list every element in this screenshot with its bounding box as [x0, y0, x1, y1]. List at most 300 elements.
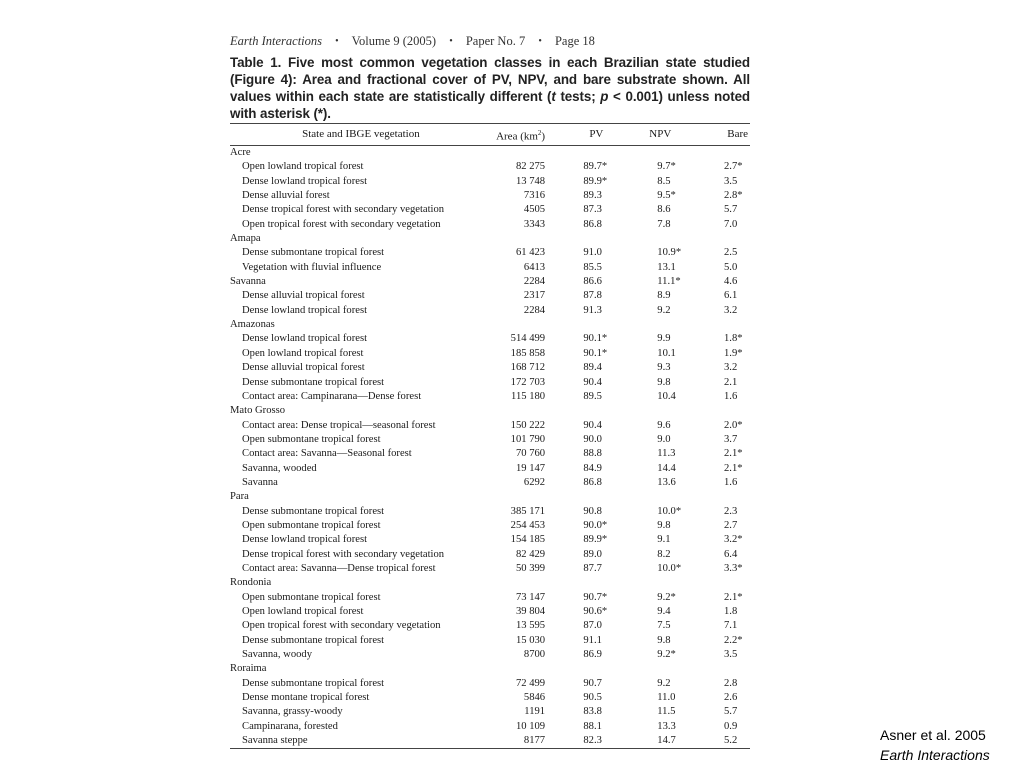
cell-npv-value: 9.8	[657, 519, 671, 531]
cell-bare	[687, 691, 750, 705]
cell-bare-value: 7.0	[724, 218, 738, 230]
cell-area-empty	[492, 318, 545, 332]
cell-npv	[617, 562, 687, 576]
cell-pv	[545, 533, 617, 547]
cell-pv-value: 90.5	[583, 692, 602, 704]
column-header-npv: NPV	[617, 124, 687, 146]
cell-bare-empty	[687, 318, 750, 332]
cell-vegetation: Dense submontane tropical forest	[242, 376, 385, 388]
caption-text-3: < 0.001) unless noted with asterisk (*).	[230, 89, 750, 121]
cell-pv-value: 90.8	[583, 505, 602, 517]
cell-vegetation: Open lowland tropical forest	[242, 606, 364, 617]
cell-area: 61 423	[515, 247, 546, 259]
cell-npv-value: 13.3	[657, 720, 676, 732]
cell-area: 39 804	[515, 606, 546, 617]
cell-bare-value: 6.1	[724, 290, 738, 302]
cell-bare-value: 3.2	[724, 304, 738, 316]
cell-area: 8177	[492, 734, 545, 749]
table-row	[230, 433, 750, 447]
cell-npv	[617, 505, 687, 519]
caption-t: t	[551, 89, 556, 104]
cell-npv-value: 9.4	[657, 606, 671, 617]
cell-npv	[617, 533, 687, 547]
cell-npv-empty	[617, 146, 687, 161]
cell-area: 168 712	[510, 362, 546, 374]
cell-pv	[545, 419, 617, 433]
cell-vegetation: Savanna	[242, 476, 278, 488]
cell-pv-value: 90.7*	[583, 591, 608, 603]
cell-npv	[617, 519, 687, 533]
cell-bare-value: 5.7	[724, 204, 738, 216]
cell-vegetation: Open tropical forest with secondary vegetation	[242, 218, 441, 230]
cell-bare	[687, 476, 750, 490]
table-row	[230, 261, 750, 275]
cell-vegetation: Dense submontane tropical forest	[242, 677, 385, 689]
cell-bare-empty	[687, 490, 750, 504]
cell-npv-empty	[617, 404, 687, 418]
cell-pv-value: 89.0	[583, 548, 602, 560]
cell-bare-value: 1.6	[724, 476, 738, 488]
caption-text-1: Table 1. Five most common vegetation classes in each Brazilian state studied (Figure 4): Area and fractional cover of PV, NPV, and bare substrate shown. All values within each state are statistically different (	[230, 55, 750, 104]
cell-area: 10 109	[515, 720, 546, 732]
cell-npv-empty	[617, 662, 687, 676]
cell-npv-value: 13.6	[657, 476, 676, 488]
cell-npv-value: 11.5	[657, 706, 676, 718]
cell-pv-value: 91.0	[583, 247, 602, 259]
cell-pv	[545, 462, 617, 476]
cell-pv-empty	[545, 662, 617, 676]
cell-area: 70 760	[515, 448, 546, 460]
cell-npv-value: 7.8	[657, 218, 671, 230]
cell-npv-value: 10.1	[657, 347, 676, 359]
cell-pv	[545, 261, 617, 275]
cell-pv	[545, 246, 617, 260]
cell-vegetation: Para	[230, 491, 249, 503]
table-row	[230, 562, 750, 576]
cell-pv	[545, 390, 617, 404]
cell-pv-value: 90.1*	[583, 333, 608, 345]
cell-pv-value: 88.8	[583, 448, 602, 460]
table-row	[230, 361, 750, 375]
cell-vegetation: Dense submontane tropical forest	[242, 505, 385, 517]
cell-pv-value: 87.8	[583, 290, 602, 302]
cell-bare-value: 2.8*	[724, 190, 743, 202]
cell-npv-value: 8.5	[657, 175, 671, 187]
cell-area: 72 499	[515, 677, 546, 689]
cell-pv-value: 89.9*	[583, 534, 608, 546]
cell-pv	[545, 562, 617, 576]
cell-vegetation: Amazonas	[230, 319, 275, 331]
table-row	[230, 447, 750, 461]
cell-pv	[545, 218, 617, 232]
cell-area: 172 703	[510, 376, 546, 388]
cell-vegetation: Dense lowland tropical forest	[242, 304, 368, 316]
cell-vegetation: Contact area: Campinarana—Dense forest	[242, 390, 422, 402]
cell-bare-value: 3.5	[724, 175, 738, 187]
table-row	[230, 634, 750, 648]
cell-bare	[687, 619, 750, 633]
cell-bare-value: 1.6	[724, 390, 738, 402]
cell-npv-value: 14.4	[657, 462, 676, 474]
cell-area: 19 147	[515, 462, 546, 474]
cell-pv	[545, 619, 617, 633]
cell-area: 254 453	[510, 519, 546, 531]
cell-npv-value: 9.6	[657, 419, 671, 431]
cell-pv	[545, 361, 617, 375]
cell-pv-empty	[545, 404, 617, 418]
cell-pv-value: 90.4	[583, 376, 602, 388]
cell-pv	[545, 548, 617, 562]
citation	[880, 725, 990, 765]
cell-npv	[617, 361, 687, 375]
cell-vegetation: Roraima	[230, 663, 267, 675]
caption-p: p	[600, 89, 609, 104]
cell-npv-value: 8.9	[657, 290, 671, 302]
table-row	[230, 390, 750, 404]
cell-bare-value: 2.6	[724, 692, 738, 704]
cell-area: 385 171	[510, 505, 546, 517]
cell-vegetation: Dense submontane tropical forest	[242, 634, 385, 646]
cell-pv-value: 86.8	[583, 218, 602, 230]
cell-bare	[687, 160, 750, 174]
cell-pv	[545, 591, 617, 605]
cell-vegetation: Open submontane tropical forest	[242, 433, 381, 445]
cell-pv-value: 89.4	[583, 362, 602, 374]
cell-bare	[687, 175, 750, 189]
header-separator: •	[538, 36, 542, 47]
cell-npv	[617, 691, 687, 705]
cell-vegetation: Savanna steppe	[230, 734, 492, 749]
cell-pv	[545, 705, 617, 719]
cell-area: 73 147	[515, 591, 546, 603]
cell-pv	[545, 189, 617, 203]
cell-vegetation: Vegetation with fluvial influence	[242, 261, 382, 273]
cell-pv	[545, 347, 617, 361]
cell-npv	[617, 332, 687, 346]
cell-bare-empty	[687, 662, 750, 676]
cell-bare	[687, 361, 750, 375]
column-header-area	[492, 124, 545, 146]
cell-bare-value: 3.2*	[724, 534, 743, 546]
cell-area: 50 399	[515, 562, 546, 574]
cell-bare	[687, 275, 750, 289]
table-row	[230, 160, 750, 174]
cell-vegetation: Dense lowland tropical forest	[242, 534, 368, 546]
cell-pv	[545, 476, 617, 490]
cell-npv	[617, 347, 687, 361]
cell-pv	[545, 734, 617, 749]
cell-vegetation: Dense lowland tropical forest	[242, 333, 368, 345]
cell-npv-value: 9.8	[657, 634, 671, 646]
cell-pv-value: 86.8	[583, 476, 602, 488]
cell-pv	[545, 376, 617, 390]
cell-area-empty	[492, 404, 545, 418]
cell-npv-empty	[617, 318, 687, 332]
cell-npv-value: 9.8	[657, 376, 671, 388]
cell-bare-value: 3.5	[724, 649, 738, 661]
header-journal: Earth Interactions	[230, 34, 323, 48]
cell-pv-value: 85.5	[583, 261, 602, 273]
cell-bare-empty	[687, 576, 750, 590]
cell-bare	[687, 462, 750, 476]
cell-npv-value: 7.5	[657, 620, 671, 632]
cell-bare	[687, 203, 750, 217]
cell-bare	[687, 376, 750, 390]
cell-vegetation: Dense montane tropical forest	[242, 692, 370, 704]
cell-pv	[545, 720, 617, 734]
cell-vegetation: Contact area: Savanna—Dense tropical forest	[242, 562, 436, 574]
cell-npv	[617, 203, 687, 217]
cell-area: 6413	[523, 261, 546, 273]
table-row	[230, 476, 750, 490]
table-row	[230, 218, 750, 232]
cell-bare-value: 5.0	[724, 261, 738, 273]
cell-vegetation: Dense tropical forest with secondary vegetation	[242, 548, 445, 560]
table-row	[230, 419, 750, 433]
cell-bare	[687, 447, 750, 461]
table-row	[230, 705, 750, 719]
cell-bare	[687, 347, 750, 361]
cell-bare-value: 2.2*	[724, 634, 743, 646]
cell-bare	[687, 605, 750, 619]
cell-npv	[617, 705, 687, 719]
cell-npv-value: 9.0	[657, 433, 671, 445]
cell-bare-value: 7.1	[724, 620, 738, 632]
cell-pv-empty	[545, 576, 617, 590]
table-row	[230, 347, 750, 361]
cell-vegetation: Open lowland tropical forest	[242, 161, 364, 173]
cell-npv-value: 8.6	[657, 204, 671, 216]
caption-text-2: tests;	[555, 89, 601, 104]
cell-bare-value: 4.6	[724, 276, 738, 288]
table-row	[230, 605, 750, 619]
cell-bare	[687, 648, 750, 662]
table-row	[230, 505, 750, 519]
table-row	[230, 720, 750, 734]
citation-journal: Earth Interactions	[880, 747, 990, 763]
cell-npv-value: 9.7*	[657, 161, 676, 173]
cell-bare	[687, 548, 750, 562]
cell-npv-value: 11.3	[657, 448, 676, 460]
cell-vegetation: Mato Grosso	[230, 405, 286, 417]
cell-bare	[687, 289, 750, 303]
cell-pv	[545, 289, 617, 303]
header-separator: •	[335, 36, 339, 47]
cell-bare-value: 5.2	[724, 735, 738, 747]
cell-pv-value: 90.6*	[583, 606, 608, 617]
cell-bare-value: 5.7	[724, 706, 738, 718]
table-row	[230, 619, 750, 633]
cell-pv	[545, 691, 617, 705]
cell-npv	[617, 462, 687, 476]
cell-pv	[545, 505, 617, 519]
cell-vegetation: Open submontane tropical forest	[242, 591, 381, 603]
cell-npv	[617, 734, 687, 749]
state-row	[230, 275, 750, 289]
cell-npv-value: 11.0	[657, 692, 676, 704]
cell-npv-value: 10.4	[657, 390, 676, 402]
cell-vegetation: Campinarana, forested	[242, 720, 338, 732]
cell-npv-value: 10.9*	[657, 247, 682, 259]
column-header-vegetation: State and IBGE vegetation	[230, 124, 492, 146]
cell-area: 150 222	[510, 419, 546, 431]
cell-bare	[687, 261, 750, 275]
cell-pv-empty	[545, 490, 617, 504]
cell-pv-value: 87.7	[583, 562, 602, 574]
cell-bare-value: 2.7*	[724, 161, 743, 173]
cell-vegetation: Dense alluvial tropical forest	[242, 362, 365, 374]
table-row	[230, 175, 750, 189]
table-row	[230, 648, 750, 662]
cell-npv	[617, 304, 687, 318]
cell-vegetation: Contact area: Savanna—Seasonal forest	[242, 448, 412, 460]
cell-npv-value: 10.0*	[657, 505, 682, 517]
cell-bare-value: 6.4	[724, 548, 738, 560]
cell-pv-value: 82.3	[583, 735, 602, 747]
cell-bare-empty	[687, 146, 750, 161]
cell-pv	[545, 175, 617, 189]
cell-bare-value: 2.1*	[724, 448, 743, 460]
cell-npv-value: 14.7	[657, 735, 676, 747]
cell-area: 185 858	[510, 347, 546, 359]
cell-vegetation: Dense alluvial tropical forest	[242, 290, 365, 302]
table-row	[230, 289, 750, 303]
cell-vegetation: Open submontane tropical forest	[242, 519, 381, 531]
cell-area: 6292	[523, 476, 546, 488]
table-row	[230, 691, 750, 705]
table-row	[230, 677, 750, 691]
cell-npv-value: 9.2*	[657, 591, 676, 603]
cell-npv	[617, 591, 687, 605]
state-row	[230, 662, 750, 676]
cell-npv	[617, 218, 687, 232]
cell-pv-value: 88.1	[583, 720, 602, 732]
cell-bare-value: 3.7	[724, 433, 738, 445]
cell-vegetation: Contact area: Dense tropical—seasonal forest	[242, 419, 436, 431]
cell-bare	[687, 304, 750, 318]
cell-bare	[687, 332, 750, 346]
cell-pv-empty	[545, 146, 617, 161]
cell-npv	[617, 619, 687, 633]
cell-bare-value: 2.7	[724, 519, 738, 531]
cell-pv	[545, 447, 617, 461]
cell-npv	[617, 634, 687, 648]
cell-area-empty	[492, 662, 545, 676]
cell-npv	[617, 275, 687, 289]
cell-pv-empty	[545, 232, 617, 246]
cell-bare	[687, 218, 750, 232]
cell-area-empty	[492, 232, 545, 246]
table-row	[230, 203, 750, 217]
cell-pv	[545, 160, 617, 174]
cell-vegetation: Open lowland tropical forest	[242, 347, 364, 359]
cell-area: 5846	[523, 692, 546, 704]
cell-bare-value: 1.8*	[724, 333, 743, 345]
cell-npv	[617, 160, 687, 174]
cell-bare-value: 2.5	[724, 247, 738, 259]
cell-area: 13 748	[515, 175, 546, 187]
cell-area-empty	[492, 576, 545, 590]
cell-pv	[545, 433, 617, 447]
area-label: Area (km	[496, 130, 538, 143]
cell-pv	[545, 648, 617, 662]
cell-bare	[687, 505, 750, 519]
cell-vegetation: Dense tropical forest with secondary vegetation	[242, 204, 445, 216]
area-superscript: 2	[537, 128, 542, 137]
cell-area: 2284	[523, 304, 546, 316]
cell-npv	[617, 433, 687, 447]
cell-area: 2284	[523, 276, 546, 288]
cell-npv-value: 9.2*	[657, 649, 676, 661]
citation-authors: Asner et al. 2005	[880, 727, 986, 743]
area-label-close: )	[541, 130, 546, 143]
cell-bare	[687, 562, 750, 576]
cell-bare-empty	[687, 404, 750, 418]
cell-pv-value: 89.7*	[583, 161, 608, 173]
cell-bare	[687, 705, 750, 719]
cell-bare	[687, 720, 750, 734]
header-page: Page 18	[554, 34, 595, 48]
cell-pv-value: 90.4	[583, 419, 602, 431]
cell-bare-value: 3.3*	[724, 562, 743, 574]
cell-bare	[687, 634, 750, 648]
cell-npv-value: 10.0*	[657, 562, 682, 574]
cell-bare	[687, 591, 750, 605]
cell-npv	[617, 677, 687, 691]
cell-npv	[617, 189, 687, 203]
state-row	[230, 318, 750, 332]
cell-bare-value: 2.1	[724, 376, 738, 388]
cell-bare	[687, 519, 750, 533]
cell-bare-value: 2.3	[724, 505, 738, 517]
cell-area: 154 185	[510, 534, 546, 546]
cell-npv	[617, 261, 687, 275]
cell-npv-value: 9.3	[657, 362, 671, 374]
column-header-pv: PV	[545, 124, 617, 146]
cell-npv	[617, 376, 687, 390]
cell-pv	[545, 203, 617, 217]
table-row	[230, 533, 750, 547]
cell-area: 2317	[523, 290, 546, 302]
cell-vegetation: Amapa	[230, 233, 261, 245]
cell-npv	[617, 390, 687, 404]
cell-bare-value: 1.9*	[724, 347, 743, 359]
cell-npv-value: 8.2	[657, 548, 671, 560]
cell-bare-value: 2.1*	[724, 462, 743, 474]
state-row	[230, 576, 750, 590]
state-row	[230, 232, 750, 246]
cell-area: 8700	[523, 649, 546, 661]
cell-npv-value: 9.9	[657, 333, 671, 345]
cell-area: 3343	[523, 218, 546, 230]
cell-pv-value: 87.0	[583, 620, 602, 632]
cell-npv-value: 9.2	[657, 304, 671, 316]
cell-pv-value: 90.1*	[583, 347, 608, 359]
cell-npv-value: 9.1	[657, 534, 671, 546]
cell-bare	[687, 419, 750, 433]
table-row	[230, 246, 750, 260]
cell-vegetation: Rondonia	[230, 577, 272, 589]
cell-bare	[687, 734, 750, 749]
cell-area: 82 275	[515, 161, 546, 173]
cell-vegetation: Dense lowland tropical forest	[242, 175, 368, 187]
cell-npv	[617, 605, 687, 619]
cell-npv-value: 13.1	[657, 261, 676, 273]
table-row	[230, 548, 750, 562]
cell-area: 101 790	[510, 433, 546, 445]
table-row	[230, 734, 750, 749]
cell-npv-empty	[617, 232, 687, 246]
